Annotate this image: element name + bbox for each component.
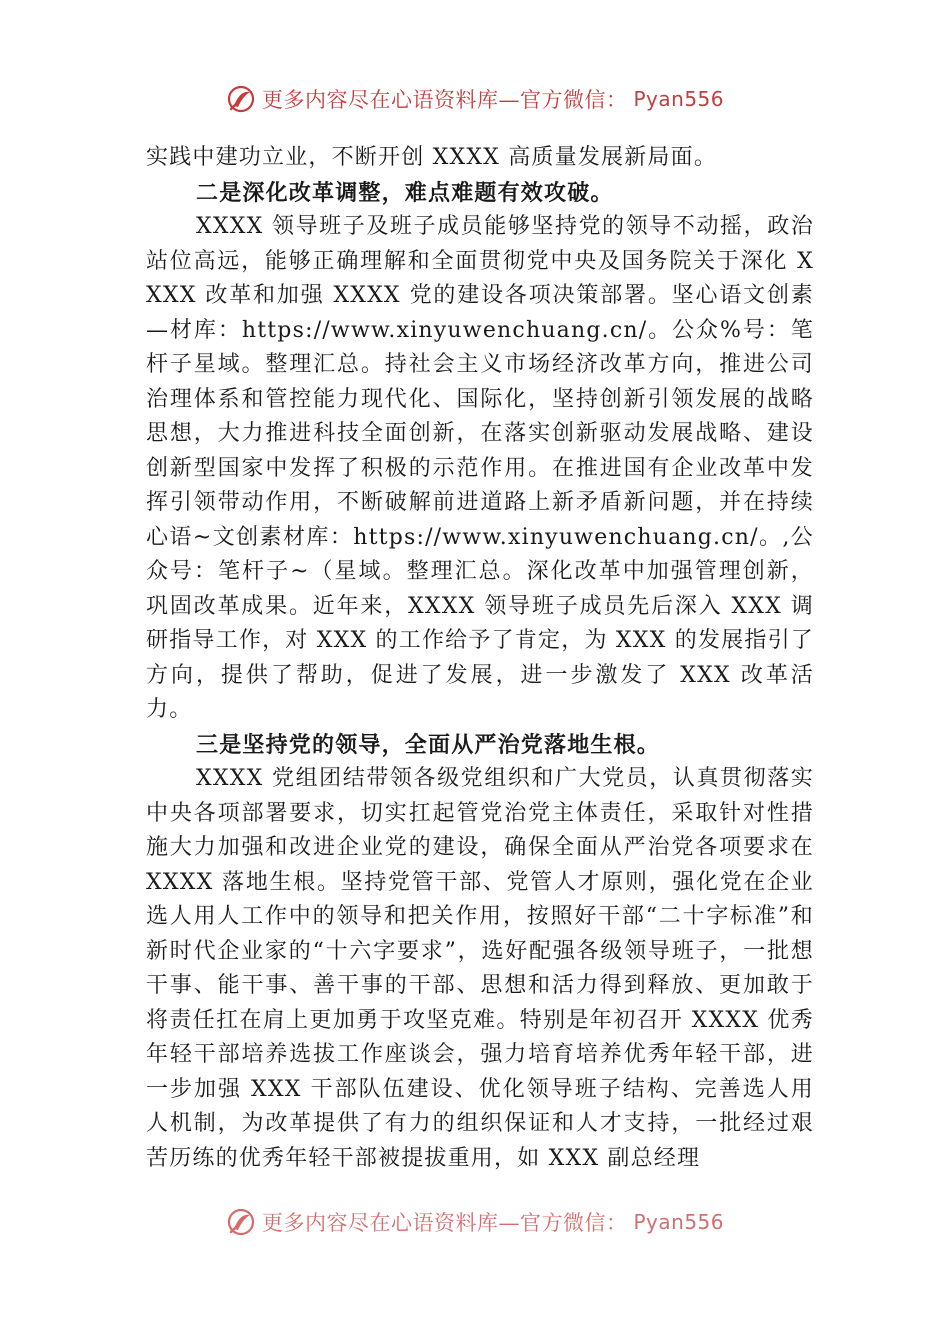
watermark-text: 更多内容尽在心语资料库—官方微信： [261,88,628,112]
brush-logo-icon [226,84,256,114]
watermark-footer [0,1207,950,1237]
section-heading-3: 三是坚持党的领导，全面从严治党落地生根。 [196,731,661,758]
paragraph-party-leadership: XXXX 党组团结带领各级党组织和广大党员，认真贯彻落实中央各项部署要求，切实扛起管党治党主体责任，采取针对性措施大力加强和改进企业党的建设，确保全面从严治党各项要求在 XXXX 落地生根。坚持党管干部、党管人才原则，强化党在企业选人用人工作中的领导和把关作用，按照好干部“二十字标准”和新时代企业家的“十六字要求”，选好配强各级领导班子，一批想干事、能干事、善干事的干部、思想和活力得到释放、更加敢于将责任扛在肩上更加勇于攻坚克难。特别是年初召开 XXXX 优秀年轻干部培养选拔工作座谈会，强力培育培养优秀年轻干部，进一步加强 XXX 干部队伍建设、优化领导班子结构、完善选人用人机制，为改革提供了有力的组织保证和人才支持，一批经过艰苦历练的优秀年轻干部被提拔重用，如 XXX 副总经理 [146,766,814,1171]
watermark-text: 更多内容尽在心语资料库—官方微信： [261,1211,628,1235]
paragraph-continuation: 实践中建功立业，不断开创 XXXX 高质量发展新局面。 [146,145,718,170]
section-heading-2: 二是深化改革调整，难点难题有效攻破。 [196,179,614,206]
document-body [146,141,814,1176]
watermark-wechat-id: Pyan556 [633,1210,724,1234]
paragraph-reform: XXXX 领导班子及班子成员能够坚持党的领导不动摇，政治站位高远，能够正确理解和全面贯彻党中央及国务院关于深化 XXXX 改革和加强 XXXX 党的建设各项决策部署。坚心语文创素—材库：https://www.xinyuwenchuang.cn/。公众%号：笔杆子星域。整理汇总。持社会主义市场经济改革方向，推进公司治理体系和管控能力现代化、国际化，坚持创新引领发展的战略思想，大力推进科技全面创新，在落实创新驱动发展战略、建设创新型国家中发挥了积极的示范作用。在推进国有企业改革中发挥引领带动作用，不断破解前进道路上新矛盾新问题，并在持续心语~文创素材库：https://www.xinyuwenchuang.cn/。,公众号：笔杆子~（星域。整理汇总。深化改革中加强管理创新，巩固改革成果。近年来，XXXX 领导班子成员先后深入 XXX 调研指导工作，对 XXX 的工作给予了肯定，为 XXX 的发展指引了方向，提供了帮助，促进了发展，进一步激发了 XXX 改革活力。 [146,214,814,722]
watermark-wechat-id: Pyan556 [633,87,724,111]
brush-logo-icon [226,1207,256,1237]
watermark-header [0,84,950,114]
